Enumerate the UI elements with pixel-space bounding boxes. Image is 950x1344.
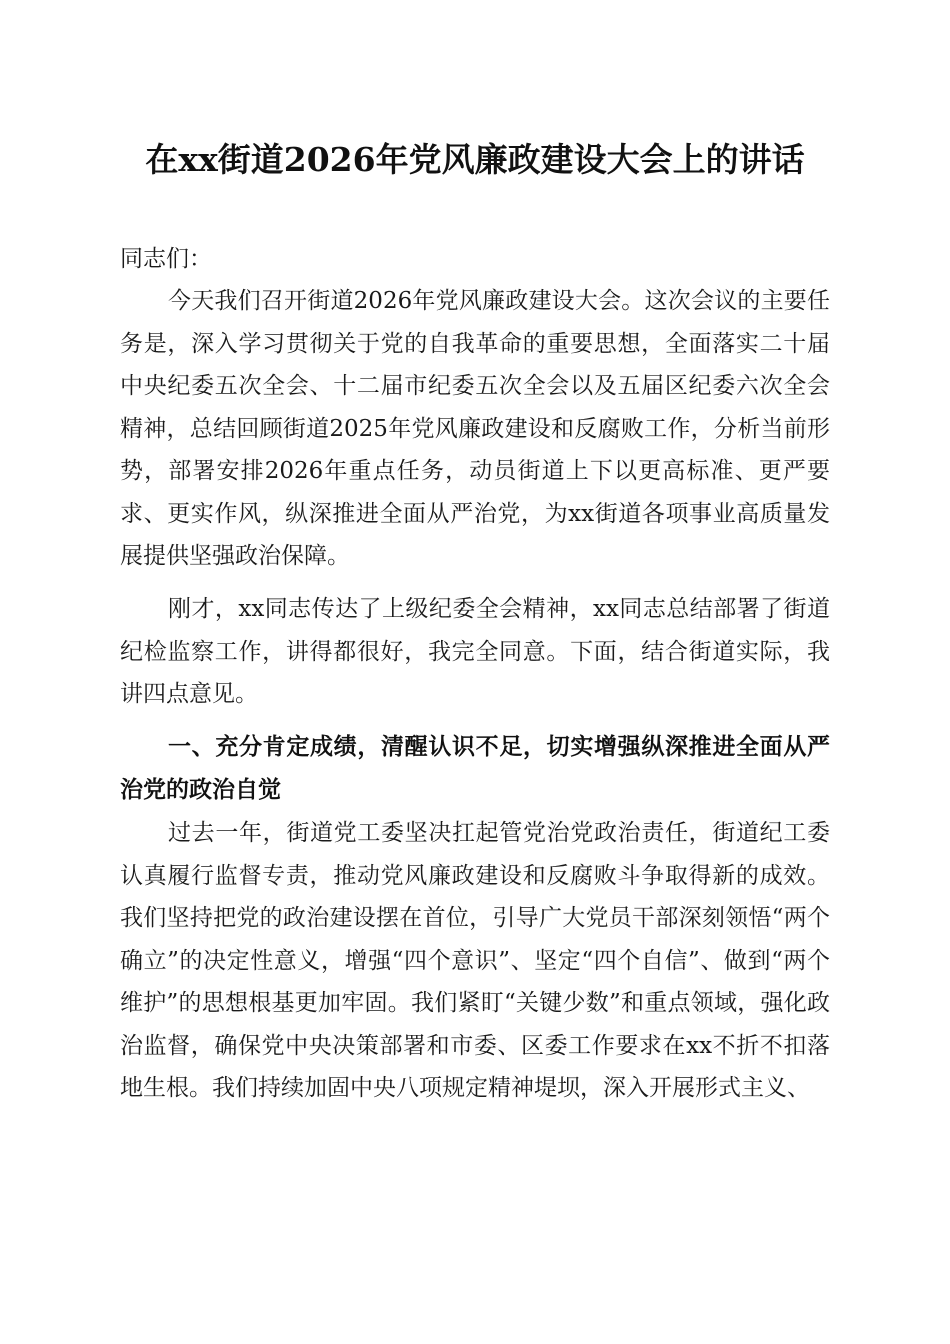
section-heading: 一、充分肯定成绩，清醒认识不足，切实增强纵深推进全面从严治党的政治自觉	[120, 734, 830, 803]
salutation: 同志们：	[120, 246, 212, 272]
document-title: 在xx街道2026年党风廉政建设大会上的讲话	[145, 140, 805, 179]
paragraph-remarks: 刚才，xx同志传达了上级纪委全会精神，xx同志总结部署了街道纪检监察工作，讲得都很好，我完全同意。下面，结合街道实际，我讲四点意见。	[120, 596, 830, 707]
paragraph-opening: 今天我们召开街道2026年党风廉政建设大会。这次会议的主要任务是，深入学习贯彻关于党的自我革命的重要思想，全面落实二十届中央纪委五次全会、十二届市纪委五次全会以及五届区纪委六次全会精神，总结回顾街道2025年党风廉政建设和反腐败工作，分析当前形势，部署安排2026年重点任务，动员街道上下以更高标准、更严要求、更实作风，纵深推进全面从严治党，为xx街道各项事业高质量发展提供坚强政治保障。	[120, 288, 830, 569]
section-paragraph: 过去一年，街道党工委坚决扛起管党治党政治责任，街道纪工委认真履行监督专责，推动党风廉政建设和反腐败斗争取得新的成效。我们坚持把党的政治建设摆在首位，引导广大党员干部深刻领悟“两个确立”的决定性意义，增强“四个意识”、坚定“四个自信”、做到“两个维护”的思想根基更加牢固。我们紧盯“关键少数”和重点领域，强化政治监督，确保党中央决策部署和市委、区委工作要求在xx不折不扣落地生根。我们持续加固中央八项规定精神堤坝，深入开展形式主义、	[120, 820, 830, 1101]
